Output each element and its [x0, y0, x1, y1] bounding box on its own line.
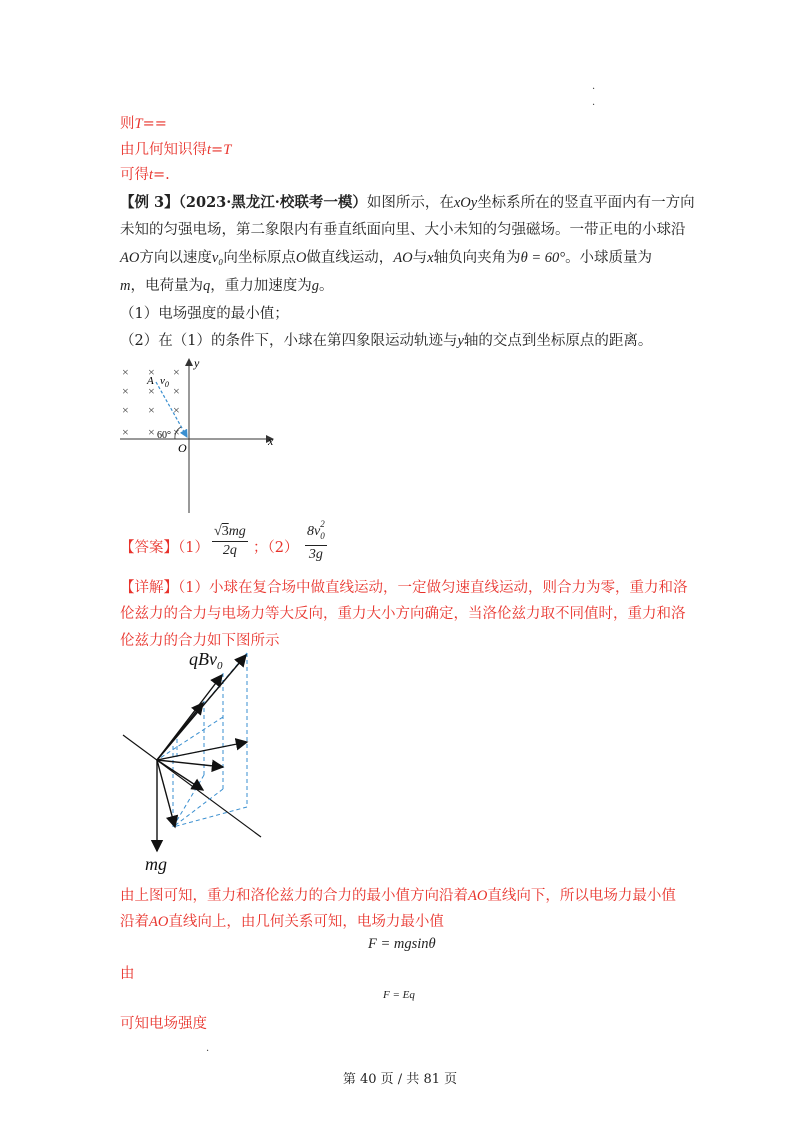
gravity-label: mg	[145, 854, 167, 874]
conclusion-line-4: 可知电场强度	[120, 1016, 207, 1032]
answer-fraction-1: $\frac{√3mg}{2q}$	[214, 524, 246, 558]
equation-2: F = Eq	[383, 989, 415, 1001]
example-line-3: AO方向以速度v₀向坐标原点O做直线运动，AO与x轴负向夹角为θ = 60°。小球质量为	[120, 250, 653, 266]
svg-text:×: ×	[173, 425, 180, 439]
point-a-label: A	[147, 375, 154, 387]
svg-text:×: ×	[122, 365, 129, 379]
force-arrows	[157, 655, 247, 851]
example-line-1: 【例 3】（2023·黑龙江·校联考一模）如图所示，在xOy坐标系所在的竖直平面内有一方向	[120, 194, 695, 211]
answer-fraction-2: 8v 2 $_0$ 3g	[307, 519, 325, 562]
conclusion-line-1: 由上图可知，重力和洛伦兹力的合力的最小值方向沿着AO直线向下，所以电场力最小值	[120, 888, 676, 904]
question-2: （2）在（1）的条件下，小球在第四象限运动轨迹与y轴的交点到坐标原点的距离。	[120, 333, 653, 349]
velocity-label: $v_0$	[160, 375, 169, 389]
svg-text:×: ×	[122, 384, 129, 398]
trajectory-line	[156, 382, 187, 437]
force-diagram	[115, 645, 275, 880]
conclusion-line-3: 由	[120, 966, 135, 982]
detail-line-1: 【详解】（1）小球在复合场中做直线运动，一定做匀速直线运动，则合力为零，重力和洛	[120, 580, 688, 596]
lorentz-force-label: qBv$_0$	[189, 649, 223, 672]
svg-text:×: ×	[173, 365, 180, 379]
solution-line-3: 可得t=.	[120, 167, 170, 183]
origin-label: O	[178, 441, 187, 455]
angle-label: 60°	[157, 430, 171, 441]
page-footer: 第 40 页 / 共 81 页	[342, 1072, 458, 1087]
conclusion-line-2: 沿着AO直线向上，由几何关系可知，电场力最小值	[120, 914, 444, 930]
svg-text:×: ×	[148, 403, 155, 417]
detail-line-2: 伦兹力的合力与电场力等大反向，重力大小方向确定，当洛伦兹力取不同值时，重力和洛	[120, 606, 686, 622]
svg-text:×: ×	[173, 403, 180, 417]
answer-separator: ；（2）	[253, 540, 299, 556]
coordinate-figure	[115, 355, 285, 515]
svg-text:×: ×	[148, 365, 155, 379]
stray-dot: ·	[206, 1046, 210, 1057]
example-line-2: 未知的匀强电场，第二象限内有垂直纸面向里、大小未知的匀强磁场。一带正电的小球沿	[120, 222, 686, 238]
svg-text:×: ×	[148, 384, 155, 398]
detail-line-3: 伦兹力的合力如下图所示	[120, 633, 280, 649]
answer-line: 【答案】（1）	[120, 540, 209, 556]
svg-text:×: ×	[122, 403, 129, 417]
svg-text:×: ×	[122, 425, 129, 439]
x-axis-label: x	[268, 434, 274, 448]
equation-1: F = mgsinθ	[368, 936, 436, 952]
example-line-4: m，电荷量为q，重力加速度为g。	[120, 278, 334, 294]
solution-line-1: 则T==	[120, 116, 167, 132]
stray-dot: ·	[592, 84, 596, 95]
solution-line-2: 由几何知识得t=T	[120, 142, 232, 158]
svg-text:×: ×	[148, 425, 155, 439]
question-1: （1）电场强度的最小值；	[120, 306, 289, 322]
dashed-construction-lines	[157, 653, 247, 827]
svg-text:×: ×	[173, 384, 180, 398]
stray-dot: ·	[592, 100, 596, 111]
y-axis-label: y	[194, 356, 200, 370]
